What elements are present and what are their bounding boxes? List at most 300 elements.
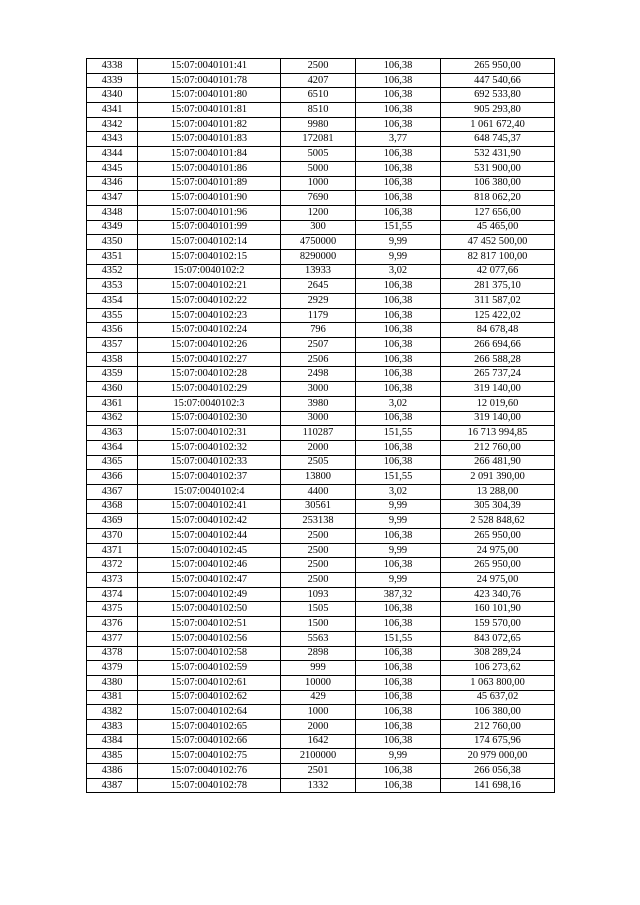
rate-cell: 106,38 [356, 205, 441, 220]
area-cell: 172081 [281, 132, 356, 147]
row-number-cell: 4377 [87, 631, 138, 646]
row-number-cell: 4376 [87, 617, 138, 632]
row-number-cell: 4367 [87, 484, 138, 499]
table-row [87, 719, 555, 734]
table-row [87, 690, 555, 705]
area-cell: 2929 [281, 294, 356, 309]
area-cell: 2506 [281, 352, 356, 367]
rate-cell: 106,38 [356, 73, 441, 88]
rate-cell: 106,38 [356, 279, 441, 294]
cadastral-number-cell: 15:07:0040101:82 [138, 117, 281, 132]
area-cell: 13800 [281, 470, 356, 485]
cadastral-number-cell: 15:07:0040102:56 [138, 631, 281, 646]
area-cell: 7690 [281, 191, 356, 206]
cadastral-number-cell: 15:07:0040102:24 [138, 323, 281, 338]
rate-cell: 106,38 [356, 529, 441, 544]
table-row [87, 235, 555, 250]
cadastral-number-cell: 15:07:0040102:47 [138, 573, 281, 588]
table-row [87, 367, 555, 382]
row-number-cell: 4350 [87, 235, 138, 250]
area-cell: 4207 [281, 73, 356, 88]
rate-cell: 9,99 [356, 249, 441, 264]
area-cell: 1093 [281, 587, 356, 602]
table-row [87, 132, 555, 147]
table-row [87, 191, 555, 206]
cadastral-value-cell: 13 288,00 [441, 484, 555, 499]
cadastral-number-cell: 15:07:0040101:80 [138, 88, 281, 103]
rate-cell: 106,38 [356, 294, 441, 309]
cadastral-number-cell: 15:07:0040102:49 [138, 587, 281, 602]
cadastral-value-cell: 266 694,66 [441, 338, 555, 353]
cadastral-number-cell: 15:07:0040102:26 [138, 338, 281, 353]
table-row [87, 161, 555, 176]
cadastral-number-cell: 15:07:0040101:90 [138, 191, 281, 206]
cadastral-number-cell: 15:07:0040102:64 [138, 705, 281, 720]
row-number-cell: 4341 [87, 103, 138, 118]
cadastral-value-cell: 106 380,00 [441, 705, 555, 720]
area-cell: 10000 [281, 675, 356, 690]
table-row [87, 631, 555, 646]
area-cell: 2000 [281, 719, 356, 734]
rate-cell: 106,38 [356, 602, 441, 617]
area-cell: 2500 [281, 573, 356, 588]
cadastral-number-cell: 15:07:0040102:46 [138, 558, 281, 573]
cadastral-value-cell: 127 656,00 [441, 205, 555, 220]
table-row [87, 661, 555, 676]
cadastral-value-cell: 47 452 500,00 [441, 235, 555, 250]
table-row [87, 308, 555, 323]
rate-cell: 106,38 [356, 661, 441, 676]
rate-cell: 3,77 [356, 132, 441, 147]
area-cell: 2505 [281, 455, 356, 470]
rate-cell: 106,38 [356, 719, 441, 734]
cadastral-number-cell: 15:07:0040102:66 [138, 734, 281, 749]
cadastral-number-cell: 15:07:0040102:51 [138, 617, 281, 632]
row-number-cell: 4383 [87, 719, 138, 734]
area-cell: 2898 [281, 646, 356, 661]
cadastral-value-cell: 106 380,00 [441, 176, 555, 191]
row-number-cell: 4387 [87, 778, 138, 793]
cadastral-value-cell: 531 900,00 [441, 161, 555, 176]
rate-cell: 106,38 [356, 352, 441, 367]
cadastral-value-cell: 308 289,24 [441, 646, 555, 661]
cadastral-value-cell: 212 760,00 [441, 719, 555, 734]
rate-cell: 151,55 [356, 470, 441, 485]
table-row [87, 396, 555, 411]
cadastral-value-cell: 141 698,16 [441, 778, 555, 793]
table-row [87, 470, 555, 485]
cadastral-number-cell: 15:07:0040102:3 [138, 396, 281, 411]
cadastral-value-cell: 212 760,00 [441, 440, 555, 455]
cadastral-value-cell: 266 588,28 [441, 352, 555, 367]
area-cell: 4750000 [281, 235, 356, 250]
cadastral-value-cell: 319 140,00 [441, 411, 555, 426]
cadastral-value-cell: 20 979 000,00 [441, 749, 555, 764]
rate-cell: 106,38 [356, 440, 441, 455]
rate-cell: 106,38 [356, 646, 441, 661]
rate-cell: 9,99 [356, 573, 441, 588]
cadastral-value-cell: 648 745,37 [441, 132, 555, 147]
table-row [87, 514, 555, 529]
table-row [87, 617, 555, 632]
cadastral-value-cell: 266 481,90 [441, 455, 555, 470]
table-row [87, 749, 555, 764]
cadastral-value-cell: 305 304,39 [441, 499, 555, 514]
cadastral-number-cell: 15:07:0040102:37 [138, 470, 281, 485]
rate-cell: 151,55 [356, 631, 441, 646]
row-number-cell: 4386 [87, 764, 138, 779]
row-number-cell: 4368 [87, 499, 138, 514]
row-number-cell: 4374 [87, 587, 138, 602]
cadastral-number-cell: 15:07:0040101:78 [138, 73, 281, 88]
area-cell: 5000 [281, 161, 356, 176]
table-row [87, 543, 555, 558]
row-number-cell: 4373 [87, 573, 138, 588]
cadastral-value-cell: 2 528 848,62 [441, 514, 555, 529]
area-cell: 5563 [281, 631, 356, 646]
cadastral-value-cell: 265 737,24 [441, 367, 555, 382]
rate-cell: 387,32 [356, 587, 441, 602]
cadastral-number-cell: 15:07:0040101:86 [138, 161, 281, 176]
row-number-cell: 4381 [87, 690, 138, 705]
row-number-cell: 4384 [87, 734, 138, 749]
area-cell: 300 [281, 220, 356, 235]
row-number-cell: 4348 [87, 205, 138, 220]
table-row [87, 205, 555, 220]
row-number-cell: 4370 [87, 529, 138, 544]
cadastral-value-cell: 1 063 800,00 [441, 675, 555, 690]
rate-cell: 106,38 [356, 161, 441, 176]
row-number-cell: 4365 [87, 455, 138, 470]
row-number-cell: 4364 [87, 440, 138, 455]
row-number-cell: 4382 [87, 705, 138, 720]
row-number-cell: 4363 [87, 426, 138, 441]
area-cell: 1500 [281, 617, 356, 632]
rate-cell: 9,99 [356, 499, 441, 514]
table-row [87, 264, 555, 279]
cadastral-number-cell: 15:07:0040102:23 [138, 308, 281, 323]
cadastral-number-cell: 15:07:0040102:78 [138, 778, 281, 793]
cadastral-number-cell: 15:07:0040102:42 [138, 514, 281, 529]
area-cell: 796 [281, 323, 356, 338]
rate-cell: 106,38 [356, 103, 441, 118]
row-number-cell: 4357 [87, 338, 138, 353]
table-row [87, 279, 555, 294]
table-row [87, 352, 555, 367]
cadastral-number-cell: 15:07:0040102:50 [138, 602, 281, 617]
area-cell: 3000 [281, 382, 356, 397]
table-body [87, 59, 555, 793]
area-cell: 3980 [281, 396, 356, 411]
table-row [87, 426, 555, 441]
area-cell: 2501 [281, 764, 356, 779]
table-row [87, 103, 555, 118]
table-row [87, 778, 555, 793]
area-cell: 13933 [281, 264, 356, 279]
area-cell: 1332 [281, 778, 356, 793]
rate-cell: 106,38 [356, 176, 441, 191]
table-row [87, 602, 555, 617]
cadastral-number-cell: 15:07:0040102:4 [138, 484, 281, 499]
cadastral-number-cell: 15:07:0040102:30 [138, 411, 281, 426]
cadastral-value-cell: 24 975,00 [441, 543, 555, 558]
row-number-cell: 4354 [87, 294, 138, 309]
row-number-cell: 4347 [87, 191, 138, 206]
table-row [87, 440, 555, 455]
row-number-cell: 4345 [87, 161, 138, 176]
table-row [87, 338, 555, 353]
cadastral-value-cell: 905 293,80 [441, 103, 555, 118]
rate-cell: 151,55 [356, 426, 441, 441]
cadastral-value-cell: 125 422,02 [441, 308, 555, 323]
cadastral-number-cell: 15:07:0040102:15 [138, 249, 281, 264]
cadastral-value-cell: 447 540,66 [441, 73, 555, 88]
row-number-cell: 4366 [87, 470, 138, 485]
cadastral-number-cell: 15:07:0040101:89 [138, 176, 281, 191]
cadastral-number-cell: 15:07:0040102:59 [138, 661, 281, 676]
row-number-cell: 4369 [87, 514, 138, 529]
area-cell: 3000 [281, 411, 356, 426]
table-row [87, 587, 555, 602]
cadastral-number-cell: 15:07:0040102:31 [138, 426, 281, 441]
cadastral-number-cell: 15:07:0040102:27 [138, 352, 281, 367]
cadastral-value-cell: 265 950,00 [441, 558, 555, 573]
rate-cell: 106,38 [356, 764, 441, 779]
row-number-cell: 4355 [87, 308, 138, 323]
cadastral-value-cell: 42 077,66 [441, 264, 555, 279]
table-row [87, 499, 555, 514]
row-number-cell: 4338 [87, 59, 138, 74]
cadastral-value-cell: 160 101,90 [441, 602, 555, 617]
table-row [87, 59, 555, 74]
table-row [87, 73, 555, 88]
area-cell: 8510 [281, 103, 356, 118]
cadastral-value-cell: 2 091 390,00 [441, 470, 555, 485]
row-number-cell: 4359 [87, 367, 138, 382]
cadastral-number-cell: 15:07:0040101:41 [138, 59, 281, 74]
cadastral-value-cell: 692 533,80 [441, 88, 555, 103]
rate-cell: 106,38 [356, 411, 441, 426]
cadastral-value-cell: 82 817 100,00 [441, 249, 555, 264]
table-row [87, 573, 555, 588]
area-cell: 1000 [281, 176, 356, 191]
rate-cell: 106,38 [356, 147, 441, 162]
rate-cell: 106,38 [356, 59, 441, 74]
table-row [87, 117, 555, 132]
row-number-cell: 4352 [87, 264, 138, 279]
row-number-cell: 4349 [87, 220, 138, 235]
area-cell: 30561 [281, 499, 356, 514]
rate-cell: 106,38 [356, 308, 441, 323]
table-row [87, 382, 555, 397]
table-row [87, 484, 555, 499]
cadastral-value-cell: 106 273,62 [441, 661, 555, 676]
cadastral-value-cell: 532 431,90 [441, 147, 555, 162]
cadastral-number-cell: 15:07:0040102:44 [138, 529, 281, 544]
area-cell: 110287 [281, 426, 356, 441]
cadastral-value-table [86, 58, 555, 793]
cadastral-value-cell: 45 637,02 [441, 690, 555, 705]
cadastral-value-cell: 319 140,00 [441, 382, 555, 397]
table-row [87, 705, 555, 720]
area-cell: 1642 [281, 734, 356, 749]
row-number-cell: 4356 [87, 323, 138, 338]
rate-cell: 3,02 [356, 264, 441, 279]
table-row [87, 734, 555, 749]
cadastral-number-cell: 15:07:0040102:45 [138, 543, 281, 558]
area-cell: 1179 [281, 308, 356, 323]
rate-cell: 106,38 [356, 88, 441, 103]
table-row [87, 558, 555, 573]
row-number-cell: 4351 [87, 249, 138, 264]
area-cell: 6510 [281, 88, 356, 103]
area-cell: 2100000 [281, 749, 356, 764]
cadastral-number-cell: 15:07:0040102:32 [138, 440, 281, 455]
table-row [87, 88, 555, 103]
rate-cell: 106,38 [356, 117, 441, 132]
cadastral-number-cell: 15:07:0040102:58 [138, 646, 281, 661]
cadastral-number-cell: 15:07:0040102:76 [138, 764, 281, 779]
cadastral-value-cell: 281 375,10 [441, 279, 555, 294]
table-row [87, 646, 555, 661]
cadastral-number-cell: 15:07:0040102:61 [138, 675, 281, 690]
row-number-cell: 4343 [87, 132, 138, 147]
area-cell: 2498 [281, 367, 356, 382]
row-number-cell: 4344 [87, 147, 138, 162]
table-row [87, 249, 555, 264]
rate-cell: 9,99 [356, 235, 441, 250]
table-row [87, 529, 555, 544]
area-cell: 2000 [281, 440, 356, 455]
area-cell: 253138 [281, 514, 356, 529]
cadastral-number-cell: 15:07:0040102:75 [138, 749, 281, 764]
rate-cell: 9,99 [356, 514, 441, 529]
rate-cell: 106,38 [356, 705, 441, 720]
rate-cell: 106,38 [356, 675, 441, 690]
rate-cell: 106,38 [356, 382, 441, 397]
area-cell: 2500 [281, 529, 356, 544]
rate-cell: 106,38 [356, 367, 441, 382]
table-row [87, 764, 555, 779]
cadastral-number-cell: 15:07:0040102:65 [138, 719, 281, 734]
cadastral-value-cell: 266 056,38 [441, 764, 555, 779]
cadastral-value-cell: 16 713 994,85 [441, 426, 555, 441]
table-row [87, 176, 555, 191]
table-row [87, 455, 555, 470]
area-cell: 5005 [281, 147, 356, 162]
table-row [87, 323, 555, 338]
rate-cell: 106,38 [356, 191, 441, 206]
cadastral-value-cell: 818 062,20 [441, 191, 555, 206]
area-cell: 4400 [281, 484, 356, 499]
rate-cell: 106,38 [356, 323, 441, 338]
rate-cell: 106,38 [356, 617, 441, 632]
row-number-cell: 4358 [87, 352, 138, 367]
cadastral-number-cell: 15:07:0040102:28 [138, 367, 281, 382]
area-cell: 2500 [281, 558, 356, 573]
row-number-cell: 4360 [87, 382, 138, 397]
area-cell: 999 [281, 661, 356, 676]
cadastral-value-cell: 45 465,00 [441, 220, 555, 235]
cadastral-value-cell: 1 061 672,40 [441, 117, 555, 132]
row-number-cell: 4342 [87, 117, 138, 132]
table-row [87, 220, 555, 235]
cadastral-number-cell: 15:07:0040102:2 [138, 264, 281, 279]
area-cell: 1505 [281, 602, 356, 617]
cadastral-number-cell: 15:07:0040102:33 [138, 455, 281, 470]
cadastral-value-cell: 265 950,00 [441, 59, 555, 74]
rate-cell: 106,38 [356, 338, 441, 353]
cadastral-value-cell: 174 675,96 [441, 734, 555, 749]
rate-cell: 106,38 [356, 558, 441, 573]
cadastral-value-cell: 84 678,48 [441, 323, 555, 338]
row-number-cell: 4371 [87, 543, 138, 558]
cadastral-number-cell: 15:07:0040102:62 [138, 690, 281, 705]
rate-cell: 106,38 [356, 778, 441, 793]
cadastral-value-cell: 12 019,60 [441, 396, 555, 411]
cadastral-number-cell: 15:07:0040102:14 [138, 235, 281, 250]
cadastral-value-cell: 265 950,00 [441, 529, 555, 544]
cadastral-number-cell: 15:07:0040101:99 [138, 220, 281, 235]
table-row [87, 294, 555, 309]
cadastral-value-cell: 24 975,00 [441, 573, 555, 588]
cadastral-number-cell: 15:07:0040101:83 [138, 132, 281, 147]
row-number-cell: 4339 [87, 73, 138, 88]
row-number-cell: 4385 [87, 749, 138, 764]
cadastral-number-cell: 15:07:0040102:41 [138, 499, 281, 514]
cadastral-value-cell: 423 340,76 [441, 587, 555, 602]
cadastral-number-cell: 15:07:0040101:84 [138, 147, 281, 162]
rate-cell: 9,99 [356, 749, 441, 764]
row-number-cell: 4378 [87, 646, 138, 661]
area-cell: 2500 [281, 543, 356, 558]
row-number-cell: 4379 [87, 661, 138, 676]
area-cell: 2645 [281, 279, 356, 294]
rate-cell: 106,38 [356, 690, 441, 705]
cadastral-number-cell: 15:07:0040101:96 [138, 205, 281, 220]
row-number-cell: 4346 [87, 176, 138, 191]
rate-cell: 106,38 [356, 455, 441, 470]
area-cell: 8290000 [281, 249, 356, 264]
cadastral-number-cell: 15:07:0040102:21 [138, 279, 281, 294]
area-cell: 1200 [281, 205, 356, 220]
table-row [87, 675, 555, 690]
cadastral-value-cell: 159 570,00 [441, 617, 555, 632]
row-number-cell: 4375 [87, 602, 138, 617]
area-cell: 9980 [281, 117, 356, 132]
table-row [87, 411, 555, 426]
table-row [87, 147, 555, 162]
rate-cell: 151,55 [356, 220, 441, 235]
row-number-cell: 4372 [87, 558, 138, 573]
cadastral-value-cell: 311 587,02 [441, 294, 555, 309]
rate-cell: 3,02 [356, 484, 441, 499]
row-number-cell: 4361 [87, 396, 138, 411]
cadastral-number-cell: 15:07:0040101:81 [138, 103, 281, 118]
cadastral-number-cell: 15:07:0040102:29 [138, 382, 281, 397]
cadastral-number-cell: 15:07:0040102:22 [138, 294, 281, 309]
area-cell: 2500 [281, 59, 356, 74]
rate-cell: 3,02 [356, 396, 441, 411]
rate-cell: 106,38 [356, 734, 441, 749]
row-number-cell: 4353 [87, 279, 138, 294]
cadastral-value-cell: 843 072,65 [441, 631, 555, 646]
area-cell: 1000 [281, 705, 356, 720]
rate-cell: 9,99 [356, 543, 441, 558]
row-number-cell: 4362 [87, 411, 138, 426]
row-number-cell: 4380 [87, 675, 138, 690]
row-number-cell: 4340 [87, 88, 138, 103]
